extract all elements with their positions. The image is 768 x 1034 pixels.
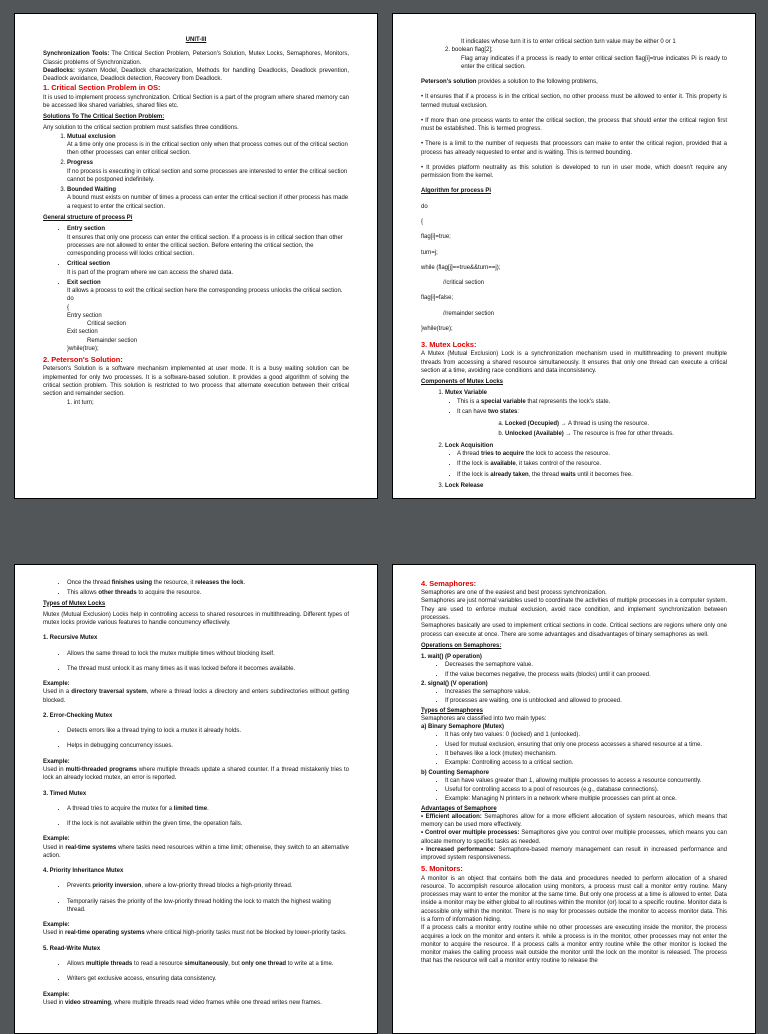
- component-bullet: • It can have two states: a. Locked (Occupied) → A thread is using the resource. b. Unlocked (Available) → The resource is free for other threads.: [449, 408, 727, 439]
- lock-state-unlocked: b. Unlocked (Available) → The resource is free for other threads.: [505, 430, 727, 438]
- signal-title: 2. signal() (V operation): [421, 680, 488, 687]
- component-bullet: • This is a special variable that represents the lock's state.: [449, 398, 727, 406]
- advantage-item: • Increased performance: Semaphore-based memory management can result in increased performance and improved system responsiveness.: [421, 846, 727, 862]
- algorithm-heading: Algorithm for process Pi: [421, 188, 492, 195]
- wait-title: 1. wait() (P operation): [421, 654, 482, 661]
- monitor-para: If a process calls a monitor entry routine while no other processes are executing inside the monitor, the process acquires a lock on the monitor and enters it. while a process is in the monitor, other processes may not enter the monitor to acquire the resource. If a process calls a monitor entry routine while the other monitor is locked the monitor makes the calling process wait outside the monitor until the lock on the monitor is released. The process that has the resource will call a monitor entry routine to release the: [421, 925, 727, 965]
- semaphore-bullet: • If the value becomes negative, the process waits (blocks) until it can proceed.: [445, 671, 727, 679]
- component-bullet: • If the lock is already taken, the thread waits until it becomes free.: [449, 471, 727, 479]
- semaphore-bullet: • It can have values greater than 1, allowing multiple processes to access a resource concurrently.: [445, 777, 727, 785]
- operations-heading: Operations on Semaphores:: [421, 642, 502, 649]
- release-bullet: • Once the thread finishes using the resource, it releases the lock.: [67, 579, 349, 587]
- semaphore-bullet: • Example: Controlling access to a critical section.: [445, 759, 727, 767]
- component-bullet: • If the lock is available, it takes control of the resource.: [449, 460, 727, 468]
- heading-monitors: 5. Monitors:: [421, 864, 463, 874]
- condition-item: 3. Bounded Waiting A bound must exists on number of times a process can enter the critical section if other process has made a request to enter the critical section.: [67, 186, 349, 211]
- components-heading: Components of Mutex Locks: [421, 379, 504, 386]
- code-block: do { Entry section Critical section Exit section Remainder section }while(true);: [67, 296, 138, 352]
- mutex-bullet: • Prevents priority inversion, where a low-priority thread blocks a high-priority thread.: [67, 882, 349, 890]
- mutex-example: Used in a directory traversal system, where a thread locks a directory and enters subdirectories without getting blocked.: [43, 689, 349, 704]
- types-semaphores-heading: Types of Semaphores: [421, 707, 483, 714]
- component-bullet: • A thread tries to acquire the lock to access the resource.: [449, 450, 727, 458]
- solutions-heading: Solutions To The Critical Section Problem:: [43, 114, 165, 121]
- mutex-bullet: • Writers get exclusive access, ensuring data consistency.: [67, 975, 349, 983]
- example-label: Example:: [43, 758, 70, 765]
- semaphore-bullet: • Increases the semaphore value.: [445, 688, 727, 696]
- conditions-list: [43, 133, 349, 211]
- components-list: [421, 389, 727, 490]
- peterson-item-1: 1. int turn;: [67, 399, 94, 406]
- example-label: Example:: [43, 836, 70, 843]
- heading-mutex-locks: 3. Mutex Locks:: [421, 340, 477, 350]
- peterson-bullet: • It ensures that if a process is in the critical section, no other process must be allowed to enter it. This property is termed mutual exclusion.: [421, 94, 727, 109]
- read-write-mutex-title: 5. Read-Write Mutex: [43, 945, 101, 952]
- mutex-bullet: • Detects errors like a thread trying to lock a mutex it already holds.: [67, 727, 349, 735]
- condition-item: 1. Mutual exclusion At a time only one process is in the critical section only when that process comes out of the critical section then other processes can enter critical section.: [67, 133, 349, 158]
- semaphore-bullet: • Used for mutual exclusion, ensuring that only one process accesses a shared resource at a time.: [445, 741, 727, 749]
- peterson-bullet: • There is a limit to the number of requests that processors can make to enter the critical region, provided that a process has already requested to enter and is waiting. This is termed bounding.: [421, 141, 727, 156]
- sync-tools-line: Synchronization Tools: The Critical Section Problem, Peterson's Solution, Mutex Locks, Semaphores, Monitors, Classic problems of Synchronization. Deadlocks: system Model, Deadlock characterization, Methods for handling Deadlocks, Deadlock prevention, Deadlock avoidance, Deadlock detection, Recovery from Deadlock.: [43, 51, 349, 83]
- mutex-bullet: • Allows multiple threads to read a resource simultaneously, but only one thread to write at a time.: [67, 960, 349, 968]
- timed-mutex-title: 3. Timed Mutex: [43, 790, 87, 797]
- mutex-example: Used in real-time systems where tasks need resources within a time limit; otherwise, they switch to an alternative action.: [43, 844, 350, 859]
- semaphore-bullet: • It has only two values: 0 (locked) and 1 (unlocked).: [445, 731, 727, 739]
- release-bullet: • This allows other threads to acquire the resource.: [67, 589, 349, 597]
- example-label: Example:: [43, 991, 70, 998]
- semaphore-bullet: • Decreases the semaphore value.: [445, 661, 727, 669]
- flag-description: Flag array indicates if a process is ready to enter critical section flag[i]=true indicates Pi is ready to enter the critical section.: [461, 55, 727, 70]
- error-checking-mutex-title: 2. Error-Checking Mutex: [43, 712, 113, 719]
- advantage-item: • Control over multiple processes: Semaphores give you control over multiple processes, which means you can allocate memory to specific tasks as needed.: [421, 830, 727, 845]
- condition-item: 2. Progress If no process is executing in critical section and some processes are interested to enter the critical section cannot be postponed indefinitely.: [67, 159, 349, 184]
- peterson-bullet: • If more than one process wants to enter the critical section, the process that should enter the critical region first must be established. This is termed progress.: [421, 117, 727, 133]
- binary-semaphore-title: a) Binary Semaphore (Mutex): [421, 724, 505, 731]
- advantages-heading: Advantages of Semaphore: [421, 805, 497, 812]
- component-item: 2. Lock Acquisition • A thread tries to acquire the lock to access the resource. • If the lock is available, it takes control of the resource. • If the lock is already taken, the thread waits until it becomes free.: [445, 442, 727, 479]
- turn-description: It indicates whose turn it is to enter critical section turn value may be either 0 or 1: [461, 39, 676, 45]
- mutex-bullet: • The thread must unlock it as many times as it was locked before it becomes available.: [67, 665, 349, 673]
- component-item: 1. Mutex Variable • This is a special variable that represents the lock's state. • It can have two states: a. Locked (Occupied) → A thread is using the resource. b. Unlocked (Available) → The resource is free for other threads.: [445, 389, 727, 438]
- semaphore-para: Semaphores basically are used to implement critical sections in code. Critical sections are regions where only one process can execute at once. There are some advantages and disadvantages of binary semaphores as well.: [421, 623, 727, 638]
- semaphore-bullet: • It behaves like a lock (mutex) mechanism.: [445, 750, 727, 758]
- mutex-bullet: • If the lock is not available within the given time, the operation fails.: [67, 820, 349, 828]
- peterson-bullet: • It provides platform neutrality as this solution is developed to run in user mode, which doesn't require any permission from the kernel.: [421, 164, 727, 180]
- peterson-item-2: 2. boolean flag[2];: [445, 47, 493, 54]
- peterson-intro: Peterson's Solution is a software mechanism implemented at user mode. It is a busy waiting solution can be implemented for only two processes. It is a software-based solution. It provides a good algorithm of solving the critical section problem. This solution is restricted to two process that alternate execution between their critical section and remainder section.: [43, 366, 349, 398]
- mutex-bullet: • Helps in debugging concurrency issues.: [67, 742, 349, 750]
- section-item: • Critical section It is part of the program where we can access the shared data.: [67, 260, 349, 277]
- counting-semaphore-title: b) Counting Semaphore: [421, 769, 489, 776]
- semaphore-para: Semaphores are just normal variables used to coordinate the activities of multiple processes in a computer system. They are used to enforce mutual exclusion, avoid race condition, and implement synchronization between processes.: [421, 598, 727, 622]
- mutex-bullet: • A thread tries to acquire the mutex for a limited time.: [67, 805, 349, 813]
- types-mutex-heading: Types of Mutex Locks: [43, 600, 106, 607]
- mutex-example: Used in multi-threaded programs where multiple threads update a shared counter. If a thread mistakenly tries to lock an already locked mutex, an error is reported.: [43, 766, 349, 782]
- algorithm-code: do { flag[i]=true; turn=j; while (flag[j]==true&&turn==j); //critical section flag[i]=false; //remainder section }while(true);: [421, 203, 501, 332]
- peterson-provides: Peterson's solution provides a solution to the following problems,: [421, 79, 598, 86]
- semaphore-bullet: • If processes are waiting, one is unblocked and allowed to proceed.: [445, 697, 727, 705]
- solutions-intro: Any solution to the critical section problem must satisfies three conditions.: [43, 125, 239, 132]
- advantage-item: • Efficient allocation: Semaphores allow for a more efficient allocation of system resources, which means that memory can be used more effectively.: [421, 813, 728, 829]
- sections-list: [43, 225, 349, 353]
- mutex-intro: A Mutex (Mutual Exclusion) Lock is a synchronization mechanism used in multithreading to prevent multiple threads from accessing a shared resource simultaneously. It ensures that only one thread can execute a critical section at a time, avoiding race conditions and data inconsistency.: [421, 351, 727, 374]
- unit-title: UNIT-III: [185, 37, 207, 43]
- types-mutex-intro: Mutex (Mutual Exclusion) Locks help in controlling access to shared resources in multithreading. Different types of mutex locks provide various features to handle concurrency effectively.: [43, 611, 349, 627]
- semaphore-bullet: • Example: Managing N printers in a network where multiple processes can print at once.: [445, 795, 727, 803]
- heading-peterson: 2. Peterson's Solution:: [43, 355, 123, 365]
- types-semaphores-intro: Semaphores are classified into two main types:: [421, 715, 547, 722]
- semaphore-para: Semaphores are one of the easiest and best process synchronization.: [421, 590, 607, 597]
- mutex-example: Used in real-time operating systems where critical high-priority tasks must not be blocked by lower-priority tasks.: [43, 930, 347, 937]
- component-item: 3. Lock Release: [445, 482, 727, 490]
- lock-state-locked: a. Locked (Occupied) → A thread is using the resource.: [505, 420, 727, 428]
- page-1: [14, 13, 378, 499]
- page-3: [14, 564, 378, 1034]
- release-bullets: [43, 579, 349, 598]
- recursive-mutex-title: 1. Recursive Mutex: [43, 635, 98, 642]
- mutex-bullet: • Allows the same thread to lock the mutex multiple times without blocking itself.: [67, 650, 349, 658]
- mutex-bullet: • Temporarily raises the priority of the low-priority thread holding the lock to match the highest waiting thread.: [67, 898, 349, 915]
- section-item: • Exit section It allows a process to exit the critical section here the corresponding process unlocks the critical section. do { Entry section Critical section Exit section Remainder section }while(true);: [67, 279, 349, 353]
- example-label: Example:: [43, 922, 70, 929]
- example-label: Example:: [43, 681, 70, 688]
- heading-critical-section: 1. Critical Section Problem in OS:: [43, 83, 161, 93]
- semaphore-bullet: • Useful for controlling access to a pool of resources (e.g., database connections).: [445, 786, 727, 794]
- section-item: • Entry section It ensures that only one process can enter the critical section. If a process is in critical section than other processes are not allowed to enter the critical section. Before entering the critical section, the corresponding process will locks critical section.: [67, 225, 349, 258]
- critical-section-intro: It is used to implement process synchronization. Critical Section is a part of the program where shared memory can be accessed like shared variables, shared files etc.: [43, 94, 349, 109]
- page-4: [392, 564, 756, 1034]
- monitor-para: A monitor is an object that contains both the data and procedures needed to perform allocation of a shared resource. To accomplish resource allocation using monitors, a process must call a monitor entry routine. Many processes may want to enter the monitor at the same time. But only one process at a time is allowed to enter. Data inside a monitor may be either global to all routines within the monitor (or) local to a specific routine. Monitor data is accessible only within the monitor. There is no way for processes outside the monitor to access monitor data. This is a form of information hiding.: [421, 875, 727, 923]
- priority-inheritance-mutex-title: 4. Priority Inheritance Mutex: [43, 868, 124, 875]
- mutex-example: Used in video streaming, where multiple threads read video frames while one thread writes new frames.: [43, 999, 322, 1006]
- page-2: [392, 13, 756, 499]
- heading-semaphores: 4. Semaphores:: [421, 579, 477, 588]
- general-structure-heading: General structure of process Pi: [43, 215, 133, 221]
